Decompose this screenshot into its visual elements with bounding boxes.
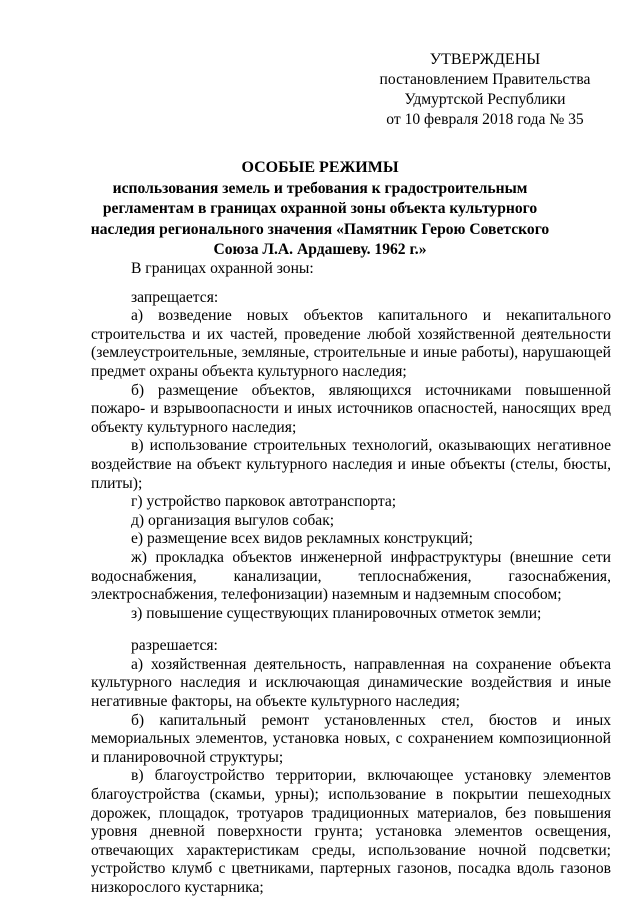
title-subtitle: использования земель и требования к градостроительным регламентам в границах охранной зоны объекта культурного наследия регионального значения «Памятник Герою Советского Союза Л.А. Ардашеву. 1962 г.» bbox=[90, 179, 550, 258]
approval-stamp bbox=[370, 50, 600, 130]
prohibited-item-d: д) организация выгулов собак; bbox=[131, 511, 335, 529]
allowed-item-b: б) капитальный ремонт установленных стел, бюстов и иных мемориальных элементов, установка новых, с сохранением композиционной и планировочной структуры; bbox=[91, 711, 611, 766]
allowed-item-v: в) благоустройство территории, включающее установку элементов благоустройства (скамьи, урны); использование в покрытии пешеходных дорожек, площадок, тротуаров традиционных материалов, без повышения уровня дневной поверхности грунта; установка элементов освещения, отвечающих характеристикам среды, использование ночной подсветки; устройство клумб с цветниками, партерных газонов, посадка вдоль газонов низкорослого кустарника; bbox=[91, 767, 611, 896]
approval-line-3: от 10 февраля 2018 года № 35 bbox=[386, 111, 584, 128]
title-main: ОСОБЫЕ РЕЖИМЫ bbox=[241, 159, 399, 176]
prohibited-item-z: з) повышение существующих планировочных отметок земли; bbox=[131, 604, 542, 622]
prohibited-item-b: б) размещение объектов, являющихся источниками повышенной пожаро- и взрывоопасности и иных источников опасностей, наносящих вред объекту культурного наследия; bbox=[91, 381, 611, 436]
approval-line-1: постановлением Правительства bbox=[379, 71, 591, 88]
prohibited-item-a: а) возведение новых объектов капитального и некапитального строительства и их частей, проведение любой хозяйственной деятельности (землеустроительные, земляные, строительные и иные работы), нарушающей предмет охраны объекта культурного наследия; bbox=[91, 307, 611, 380]
document-body bbox=[91, 260, 611, 898]
allowed-item-a: а) хозяйственная деятельность, направленная на сохранение объекта культурного наследия и исключающая динамические воздействия и иные негативные факторы, на объекте культурного наследия; bbox=[91, 655, 611, 711]
intro-paragraph: В границах охранной зоны: bbox=[131, 260, 314, 277]
allowed-heading: разрешается: bbox=[131, 637, 218, 655]
prohibited-item-zh: ж) прокладка объектов инженерной инфраструктуры (внешние сети водоснабжения, канализации, теплоснабжения, газоснабжения, электроснабжения, телефонизации) наземным и надземным способом; bbox=[91, 548, 611, 604]
document-title bbox=[80, 158, 560, 261]
prohibited-heading: запрещается: bbox=[131, 288, 219, 306]
prohibited-item-v: в) использование строительных технологий, оказывающих негативное воздействие на объект культурного наследия и иные объекты (стелы, бюсты, плиты); bbox=[91, 437, 611, 492]
approval-heading: УТВЕРЖДЕНЫ bbox=[429, 51, 541, 68]
prohibited-item-g: г) устройство парковок автотранспорта; bbox=[131, 493, 397, 511]
approval-line-2: Удмуртской Республики bbox=[404, 91, 566, 108]
prohibited-item-e: е) размещение всех видов рекламных конструкций; bbox=[131, 530, 473, 548]
